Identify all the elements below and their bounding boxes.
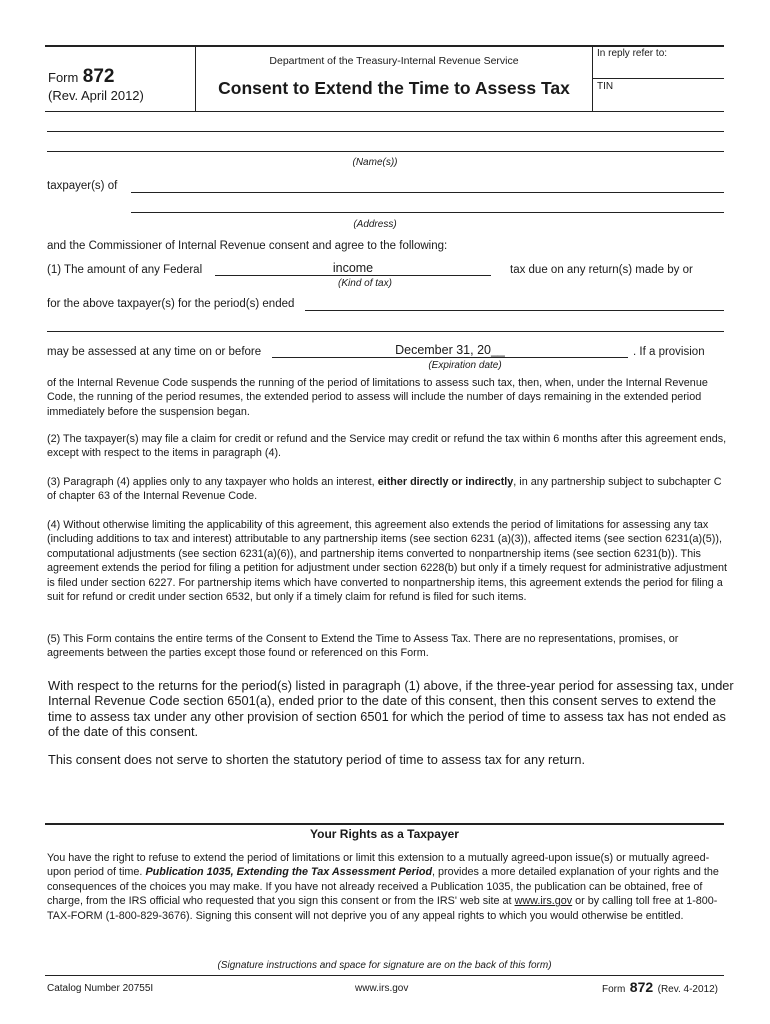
footer-form-word: Form: [602, 984, 626, 995]
header-bottom-rule: [45, 111, 724, 112]
kind-of-tax-line: [215, 275, 491, 276]
address-line-2[interactable]: [131, 212, 724, 213]
taxpayers-of-label: taxpayer(s) of: [47, 180, 118, 192]
address-line-1[interactable]: [131, 192, 724, 193]
paragraph-2: (2) The taxpayer(s) may file a claim for credit or refund and the Service may credit or refund the tax within 6 months after this agreement ends, except with respect to the items in paragraph (4).: [47, 433, 727, 460]
expiration-line: [272, 357, 628, 358]
catalog-number: Catalog Number 20755I: [47, 983, 154, 994]
form-number: 872: [82, 66, 115, 87]
tin-top-rule: [592, 78, 724, 79]
names-caption: (Name(s)): [352, 157, 398, 168]
p3-emphasis: either directly or indirectly: [377, 476, 514, 488]
returns-paragraph: With respect to the returns for the period(s) listed in paragraph (1) above, if the three-year period for assessing tax, under Internal Revenue Code section 6501(a), ended prior to the date of this consent, then this consent serves to extend the time to assess tax under any other provision of section 6501 for which the period of time to assess tax has not ended as of the date of this consent.: [48, 678, 734, 740]
footer-website: www.irs.gov: [355, 983, 409, 994]
publication-title: Publication 1035, Extending the Tax Assessment Period: [145, 866, 433, 879]
provision-text: . If a provision: [633, 346, 705, 358]
signature-note: (Signature instructions and space for signature are on the back of this form): [217, 960, 552, 971]
name-line-1[interactable]: [47, 131, 724, 132]
form-title: Consent to Extend the Time to Assess Tax: [218, 78, 570, 98]
no-shorten-paragraph: This consent does not serve to shorten the statutory period of time to assess tax for any return.: [48, 752, 586, 767]
expiration-caption: (Expiration date): [428, 360, 502, 371]
name-line-2[interactable]: [47, 151, 724, 152]
assess-label: may be assessed at any time on or before: [47, 346, 262, 358]
footer-form-number: 872: [629, 979, 654, 995]
rights-top-rule: [45, 823, 724, 825]
p1-continuation: of the Internal Revenue Code suspends the running of the period of limitations to assess such tax, then, when, under the Internal Revenue Code, the running of the period resumes, the extended period to assess will include the number of days remaining in the extended period immediately before the suspension began.: [47, 377, 708, 418]
rights-text-d: or by calling toll free at 1-800-TAX-FORM (1-800-829-3676). Signing this consent will not deprive you of any appeal rights to which you would otherwise be entitled.: [47, 895, 718, 922]
reply-label: In reply refer to:: [597, 48, 668, 59]
form-id: [48, 66, 115, 88]
kind-of-tax-caption: (Kind of tax): [338, 278, 392, 289]
period-line-1[interactable]: [305, 310, 724, 311]
tin-label: TIN: [597, 81, 614, 92]
paragraph-4: (4) Without otherwise limiting the applicability of this agreement, this agreement also extends the period of limitations for assessing any tax (including additions to tax and interest) attributable to any partnership items (see section 6231 (a)(3)), affected items (see section 6231(a)(5)), computational adjustments (see section 6231(a)(6)), and partnership items converted to nonpartnership items (see section 6231(b)). This agreement extends the period for filing a petition for adjustment under section 6228(b) but only if a timely request for administrative adjustment is filed under section 6227. For partnership items which have converted to nonpartnership items, this agreement extends the period for filing a suit for refund or credit under section 6532, but only if a timely claim for refund is filed for such items.: [47, 519, 727, 604]
header-top-rule: [45, 45, 724, 47]
period-line-2[interactable]: [47, 331, 724, 332]
paragraph-3: [47, 475, 727, 504]
rights-heading: Your Rights as a Taxpayer: [310, 827, 459, 841]
form-revision: (Rev. April 2012): [48, 88, 144, 103]
period-label: for the above taxpayer(s) for the period(s) ended: [47, 298, 295, 310]
footer-form-id: [602, 979, 718, 997]
rights-text-c: , provides a more detailed explanation of your rights and the consequences of the choices you may make. If you have not already received a Publication 1035, the publication can be obtained, free of charge, from the IRS official who requested that you sign this consent or from the IRS' web site at: [47, 866, 719, 908]
department-line: Department of the Treasury-Internal Revenue Service: [269, 55, 519, 67]
intro-text: and the Commissioner of Internal Revenue consent and agree to the following:: [47, 240, 448, 252]
footer-revision: (Rev. 4-2012): [657, 984, 719, 995]
kind-of-tax-value[interactable]: income: [332, 261, 374, 275]
footer-rule: [45, 975, 724, 976]
irs-link[interactable]: www.irs.gov: [514, 895, 573, 908]
form-word: Form: [48, 70, 79, 85]
expiration-value[interactable]: December 31, 20__: [395, 343, 505, 357]
p3-part-c: , in any partnership subject to subchapter C of chapter 63 of the Internal Revenue Code.: [47, 476, 722, 503]
p1-suffix: tax due on any return(s) made by or: [510, 264, 693, 276]
p1-prefix: (1) The amount of any Federal: [47, 264, 203, 276]
paragraph-5: (5) This Form contains the entire terms of the Consent to Extend the Time to Assess Tax. There are no representations, promises, or agreements between the parties except those found or referenced on this Form.: [47, 633, 679, 660]
rights-paragraph: [47, 851, 729, 923]
address-caption: (Address): [353, 219, 397, 230]
rights-text-a: You have the right to refuse to extend the period of limitations or limit this extension to a mutually agreed-upon issue(s) or mutually agreed-upon period of time.: [47, 852, 710, 879]
p3-part-a: (3) Paragraph (4) applies only to any taxpayer who holds an interest,: [47, 476, 378, 488]
